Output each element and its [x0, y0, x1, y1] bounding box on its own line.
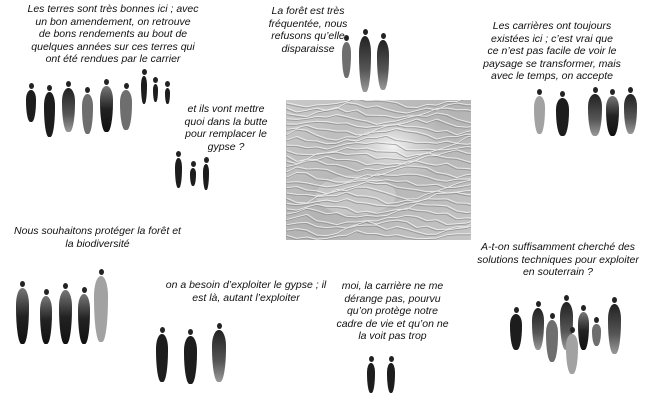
- person-figure: [342, 42, 351, 78]
- person-figure: [156, 334, 168, 382]
- quote-gypse: on a besoin d’exploiter le gypse ; il est là, autant l’exploiter: [165, 279, 327, 304]
- person-figure: [578, 312, 589, 350]
- person-figure: [588, 94, 602, 136]
- person-figure: [141, 76, 147, 104]
- person-figure: [94, 276, 108, 342]
- person-figure: [546, 320, 558, 362]
- quote-biodiversite: Nous souhaitons protéger la forêt et la biodiversité: [14, 225, 181, 250]
- person-figure: [367, 363, 375, 393]
- group-carrieres: [528, 86, 643, 141]
- group-souterrain: [506, 290, 631, 380]
- person-figure: [212, 330, 226, 382]
- person-figure: [556, 98, 569, 136]
- person-figure: [203, 164, 209, 190]
- person-figure: [608, 304, 621, 354]
- person-figure: [387, 363, 395, 393]
- quote-souterrain: A-t-on suffisamment cherché des solutions techniques pour exploiter en souterrain ?: [477, 241, 639, 278]
- person-figure: [44, 92, 55, 137]
- person-figure: [624, 94, 637, 134]
- person-figure: [165, 88, 170, 104]
- group-cadre: [364, 355, 404, 397]
- person-figure: [534, 96, 545, 134]
- quote-terres: Les terres sont très bonnes ici ; avec un bon amendement, on retrouve de bons rendements au bout de quelques années sur ces terres qui ont été rendues par le carrier: [27, 3, 199, 65]
- terrain-relief-svg: [286, 100, 471, 240]
- person-figure: [606, 96, 619, 136]
- quote-butte: et ils vont mettre quoi dans la butte pour remplacer le gypse ?: [184, 103, 268, 153]
- group-butte: [170, 150, 220, 195]
- person-figure: [120, 90, 132, 130]
- quote-foret: La forêt est très fréquentée, nous refusons qu’elle disparaisse: [268, 5, 348, 55]
- group-gypse: [152, 322, 237, 387]
- quote-carrieres: Les carrières ont toujours existées ici ; c’est vrai que ce n’est pas facile de voir le paysage se transformer, mais avec le temps, on accepte: [483, 20, 621, 82]
- person-figure: [26, 90, 36, 122]
- person-figure: [566, 334, 578, 374]
- person-figure: [190, 168, 196, 186]
- person-figure: [16, 288, 29, 344]
- person-figure: [78, 294, 90, 344]
- person-figure: [184, 336, 197, 384]
- person-figure: [359, 36, 371, 92]
- group-biodiversite: [10, 262, 115, 362]
- person-figure: [592, 324, 601, 346]
- quote-cadre: moi, la carrière ne me dérange pas, pourvu qu’on protège notre cadre de vie et qu’on ne la voit pas trop: [336, 280, 449, 342]
- person-figure: [532, 308, 544, 350]
- person-figure: [40, 296, 52, 344]
- person-figure: [377, 40, 389, 90]
- person-figure: [100, 86, 113, 132]
- person-figure: [510, 314, 522, 350]
- person-figure: [153, 84, 158, 102]
- person-figure: [175, 158, 182, 188]
- person-figure: [82, 94, 93, 134]
- group-terres: [20, 72, 190, 142]
- group-foret: [338, 30, 398, 100]
- person-figure: [59, 290, 72, 344]
- person-figure: [62, 88, 75, 132]
- terrain-relief-image: [286, 100, 471, 240]
